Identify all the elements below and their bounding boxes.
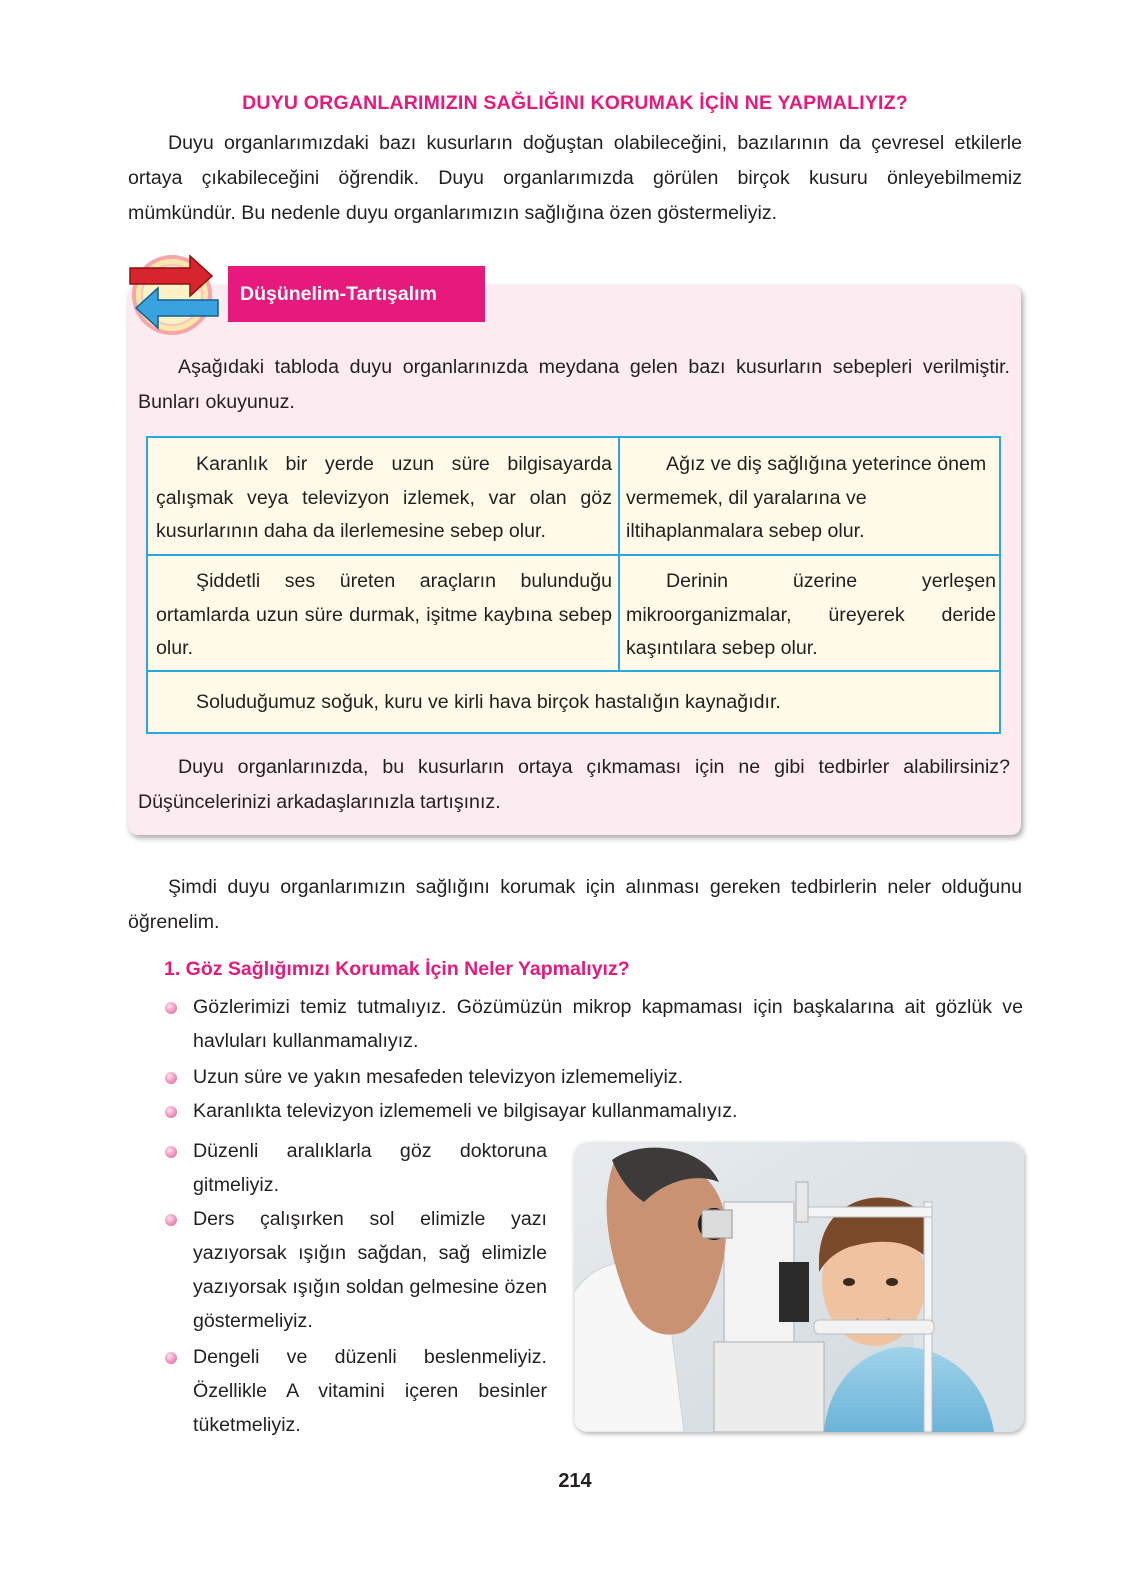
list-item: Karanlıkta televizyon izlememeli ve bilgisayar kullanmamalıyız. [193,1100,738,1122]
table-cell: Derinin üzerine yerleşen mikroorganizmalar, üreyerek deride kaşıntılara sebep olur. [626,570,996,659]
bullet-dot-icon [165,1146,177,1158]
table-divider [148,554,999,556]
lead-paragraph: Şimdi duyu organlarımızın sağlığını korumak için alınması gereken tedbirlerin neler olduğunu öğrenelim. [128,876,1022,933]
intro-paragraph: Duyu organlarımızdaki bazı kusurların doğuştan olabileceğini, bazılarının da çevresel etkilerle ortaya çıkabileceğini öğrendik. Duyu organlarımızda görülen birçok kusuru önleyebilmemiz mümkündür. Bu nedenle duyu organlarımızın sağlığına özen göstermeliyiz. [128,132,1022,224]
bullet-dot-icon [165,1002,177,1014]
discussion-tab: Düşünelim-Tartışalım [228,266,485,322]
bullet-dot-icon [165,1072,177,1084]
page-title: DUYU ORGANLARIMIZIN SAĞLIĞINI KORUMAK İÇİN NE YAPMALIYIZ? [242,92,908,114]
discussion-lead: Aşağıdaki tabloda duyu organlarınızda meydana gelen bazı kusurların sebepleri verilmiştir. Bunları okuyunuz. [138,356,1010,413]
list-item: Dengeli ve düzenli beslenmeliyiz. Özellikle A vitamini içeren besinler tüketmeliyiz. [193,1346,547,1436]
table-cell: Ağız ve diş sağlığına yeterince önem vermemek, dil yaralarına ve iltihaplanmalara sebep olur. [626,453,987,542]
table-cell: Şiddetli ses üreten araçların bulunduğu ortamlarda uzun süre durmak, işitme kaybına sebep olur. [156,570,612,659]
page-number: 214 [558,1470,592,1492]
section-title: 1. Göz Sağlığımızı Korumak İçin Neler Yapmalıyız? [164,958,630,980]
bullet-dot-icon [165,1106,177,1118]
list-item: Ders çalışırken sol elimizle yazı yazıyorsak ışığın sağdan, sağ elimizle yazıyorsak ışığın soldan gelmesine özen göstermeliyiz. [193,1208,547,1332]
table-divider [148,670,999,672]
list-item: Uzun süre ve yakın mesafeden televizyon izlememeliyiz. [193,1066,684,1088]
list-item: Düzenli aralıklarla göz doktoruna gitmeliyiz. [193,1140,547,1196]
bullet-dot-icon [165,1352,177,1364]
bullet-dot-icon [165,1214,177,1226]
eye-exam-photo [574,1142,1024,1432]
causes-table [146,436,1001,734]
table-cell: Soluduğumuz soğuk, kuru ve kirli hava birçok hastalığın kaynağıdır. [196,691,781,713]
table-cell: Karanlık bir yerde uzun süre bilgisayarda çalışmak veya televizyon izlemek, var olan göz kusurlarının daha da ilerlemesine sebep olur. [156,453,612,542]
two-arrows-icon [128,250,220,336]
list-item: Gözlerimizi temiz tutmalıyız. Gözümüzün mikrop kapmaması için başkalarına ait gözlük ve havluları kullanmamalıyız. [193,996,1023,1052]
discussion-question: Duyu organlarınızda, bu kusurların ortaya çıkmaması için ne gibi tedbirler alabilirsiniz? Düşüncelerinizi arkadaşlarınızla tartışınız. [138,756,1010,813]
